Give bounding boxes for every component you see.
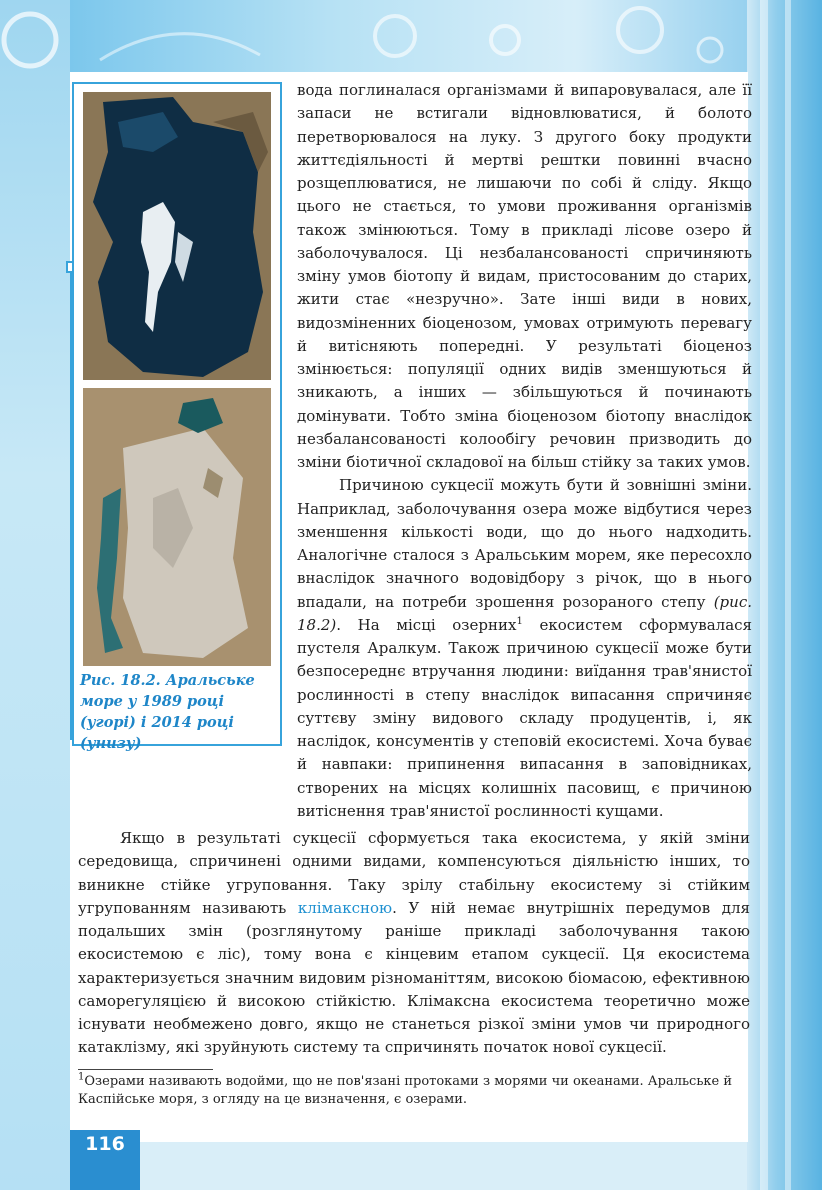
figure-caption: Рис. 18.2. Аральське море у 1989 році (угорі) і 2014 році (унизу) <box>80 672 255 752</box>
satellite-photo-1989 <box>83 92 271 380</box>
column-text <box>297 79 752 823</box>
decor-stripe <box>760 0 768 1190</box>
paragraph-text: . У ній немає внутрішніх передумов для подальших змін (розглянутому раніше прикладі заболочування такою екосистемою є ліс), тому вона є кінцевим етапом сукцесії. Ця екосистема характеризується значним видовим різноманіттям, високою біомасою, ефективною саморегуляцією й високою стійкістю. Клімаксна екосистема теоретично може існувати необмежено довго, якщо не станеться різкої зміни умов чи природного катаклізму, які зруйнують систему та спричинять початок нової сукцесії. <box>78 898 750 1057</box>
top-ornament <box>0 0 822 80</box>
footnote <box>78 1073 750 1109</box>
full-width-text <box>78 827 750 1060</box>
term-climax: клімаксною <box>297 898 393 917</box>
paragraph-external-causes <box>297 474 752 823</box>
footnote-number: 1 <box>78 1071 85 1083</box>
footnote-text: Озерами називають водойми, що не пов'язані протоками з морями чи океанами. Аральське й Каспійське моря, з огляду на це визначення, є озерами. <box>78 1074 733 1107</box>
left-decor <box>0 0 70 1190</box>
figure-aral-sea <box>72 82 282 752</box>
aral-sea-2014-image <box>83 388 271 666</box>
footnote-mark[interactable]: 1 <box>516 615 523 627</box>
aral-sea-1989-image <box>83 92 271 380</box>
paragraph-text: Причиною сукцесії можуть бути й зовнішні зміни. Наприклад, заболочування озера може відбутися через зменшення кількості води, що до нього надходить. Аналогічне сталося з Аральським морем, яке пересохло внаслідок значного водовідбору з річок, що в нього впадали, на потреби зрошення розораного степу <box>297 476 752 611</box>
figure-reference[interactable]: (рис. 18.2) <box>297 592 752 634</box>
page-number: 116 <box>85 1133 125 1155</box>
decor-stripe <box>785 0 791 1190</box>
footnote-divider <box>78 1069 213 1070</box>
paragraph-text: Якщо в результаті сукцесії сформується така екосистема, у якій зміни середовища, спричинені одними видами, компенсуються діяльністю інших, то виникне стійке угруповання. Таку зрілу стабільну екосистему зі стійким угрупованням називають <box>78 829 750 917</box>
paragraph-text: екосистем сформувалася пустеля Аралкум. Також причиною сукцесії може бути безпосереднє втручання людини: виїдання трав'янистої рослинності в степу внаслідок випасання спричиняє суттєву зміну видового складу продуцентів, і, як наслідок, консументів у степовій екосистемі. Хоча буває й навпаки: припинення випасання в заповідниках, створених на місцях колишніх пасовищ, є причиною витіснення трав'янистої рослинності кущами. <box>297 615 753 820</box>
paragraph-text: . На місці озерних <box>336 615 517 634</box>
satellite-photo-2014 <box>83 388 271 666</box>
paragraph-climax <box>78 827 750 1060</box>
paragraph-continued: вода поглиналася організмами й випаровувалася, але її запаси не встигали відновлюватися, й болото перетворювалося на луку. З другого боку продукти життєдіяльності й мертві рештки повинні вчасно розщеплюватися, не лишаючи по собі й сліду. Якщо цього не стається, то умови проживання організмів також змінюються. Тому в прикладі лісове озеро й заболочувалося. Ці незбалансованості спричиняють зміну умов біотопу й видам, пристосованим до старих, жити стає «незручно». Зате інші види в нових, видозміненних біоценозом, умовах отримують перевагу й витісняють попередні. У результаті біоценоз змінюється: популяції одних видів зменшуються й зникають, а інших — збільшуються й починають домінувати. Тобто зміна біоценозом біотопу внаслідок незбалансованості колообігу речовин призводить до зміни біотичної складової на більш стійку за таких умов. <box>297 81 752 471</box>
